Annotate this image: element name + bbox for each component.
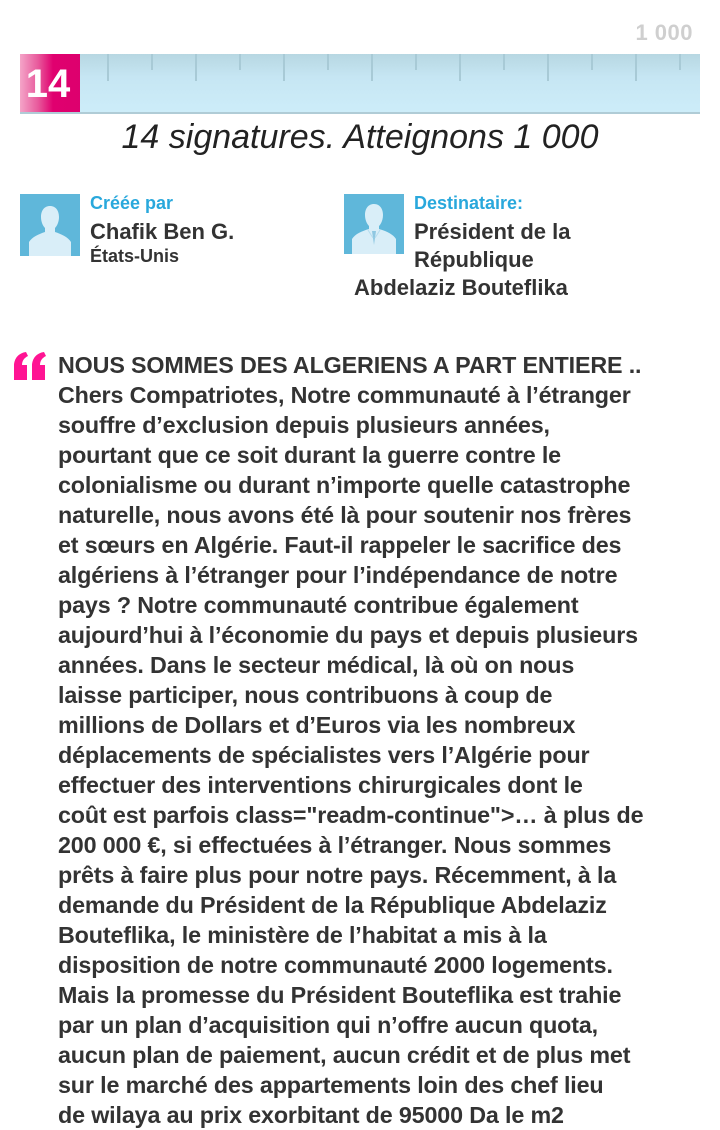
- creator-location: États-Unis: [90, 246, 180, 266]
- petition-line: demande du Président de la République Abdelaziz: [58, 892, 607, 918]
- signature-count: 14: [25, 62, 71, 106]
- person-silhouette-icon: [20, 194, 80, 256]
- recipient-name-line2: République: [414, 247, 534, 272]
- petition-line: 200 000 €, si effectuées à l’étranger. Nous sommes: [58, 832, 612, 858]
- petition-line: NOUS SOMMES DES ALGERIENS A PART ENTIERE ..: [58, 352, 642, 378]
- petition-line: sur le marché des appartements loin des chef lieu: [58, 1072, 604, 1098]
- petition-line: laisse participer, nous contribuons à coup de: [58, 682, 553, 708]
- open-quote-icon: [12, 344, 48, 384]
- progress-tick: [239, 54, 241, 70]
- petition-line: pourtant que ce soit durant la guerre contre le: [58, 442, 561, 468]
- creator-role-label: Créée par: [90, 193, 174, 213]
- creator-name[interactable]: Chafik Ben G.: [90, 219, 235, 244]
- progress-tick: [635, 54, 637, 81]
- petition-line: pays ? Notre communauté contribue également: [58, 592, 579, 618]
- recipient-avatar[interactable]: [344, 194, 404, 254]
- petition-line: coût est parfois class="readm-continue">… à plus de: [58, 802, 644, 828]
- progress-tick: [679, 54, 681, 70]
- creator-info: [90, 192, 234, 266]
- progress-tick: [591, 54, 593, 70]
- progress-tick: [547, 54, 549, 81]
- petition-line: algériens à l’étranger pour l’indépendance de notre: [58, 562, 618, 588]
- petition-body: [58, 350, 698, 1130]
- petition-line: Bouteflika, le ministère de l’habitat a mis à la: [58, 922, 547, 948]
- petition-line: souffre d’exclusion depuis plusieurs années,: [58, 412, 550, 438]
- petition-line: aujourd’hui à l’économie du pays et depuis plusieurs: [58, 622, 638, 648]
- petition-line: Mais la promesse du Président Bouteflika est trahie: [58, 982, 622, 1008]
- petition-line: naturelle, nous avons été là pour soutenir nos frères: [58, 502, 632, 528]
- signature-progress-bar: [20, 54, 700, 114]
- progress-tick: [415, 54, 417, 70]
- recipient-name-line1: Président de la: [414, 219, 571, 244]
- petition-line: de wilaya au prix exorbitant de 95000 Da le m2: [58, 1102, 564, 1128]
- petition-line: déplacements de spécialistes vers l’Algérie pour: [58, 742, 590, 768]
- progress-fill: [20, 54, 80, 112]
- progress-tick: [195, 54, 197, 81]
- recipient-role-label: Destinataire:: [414, 193, 524, 213]
- progress-tick: [107, 54, 109, 81]
- recipient-info: [414, 192, 571, 274]
- progress-tick: [327, 54, 329, 70]
- progress-tick: [151, 54, 153, 70]
- recipient-name-line3: Abdelaziz Bouteflika: [354, 275, 568, 300]
- petition-line: effectuer des interventions chirurgicales dont le: [58, 772, 583, 798]
- petition-line: colonialisme ou durant n’importe quelle catastrophe: [58, 472, 631, 498]
- progress-tick: [459, 54, 461, 81]
- petition-line: disposition de notre communauté 2000 logements.: [58, 952, 613, 978]
- petition-line: millions de Dollars et d’Euros via les nombreux: [58, 712, 576, 738]
- petition-line: prêts à faire plus pour notre pays. Récemment, à la: [58, 862, 617, 888]
- petition-line: Chers Compatriotes, Notre communauté à l’étranger: [58, 382, 631, 408]
- petition-line: et sœurs en Algérie. Faut-il rappeler le sacrifice des: [58, 532, 622, 558]
- progress-tick: [283, 54, 285, 81]
- creator-avatar[interactable]: [20, 194, 80, 256]
- goal-label: 1 000: [635, 20, 693, 45]
- petition-line: aucun plan de paiement, aucun crédit et de plus met: [58, 1042, 631, 1068]
- suited-person-silhouette-icon: [344, 194, 404, 254]
- progress-tick: [371, 54, 373, 81]
- petition-line: années. Dans le secteur médical, là où on nous: [58, 652, 575, 678]
- progress-caption: 14 signatures. Atteignons 1 000: [121, 118, 599, 156]
- progress-tick: [503, 54, 505, 70]
- petition-line: par un plan d’acquisition qui n’offre aucun quota,: [58, 1012, 598, 1038]
